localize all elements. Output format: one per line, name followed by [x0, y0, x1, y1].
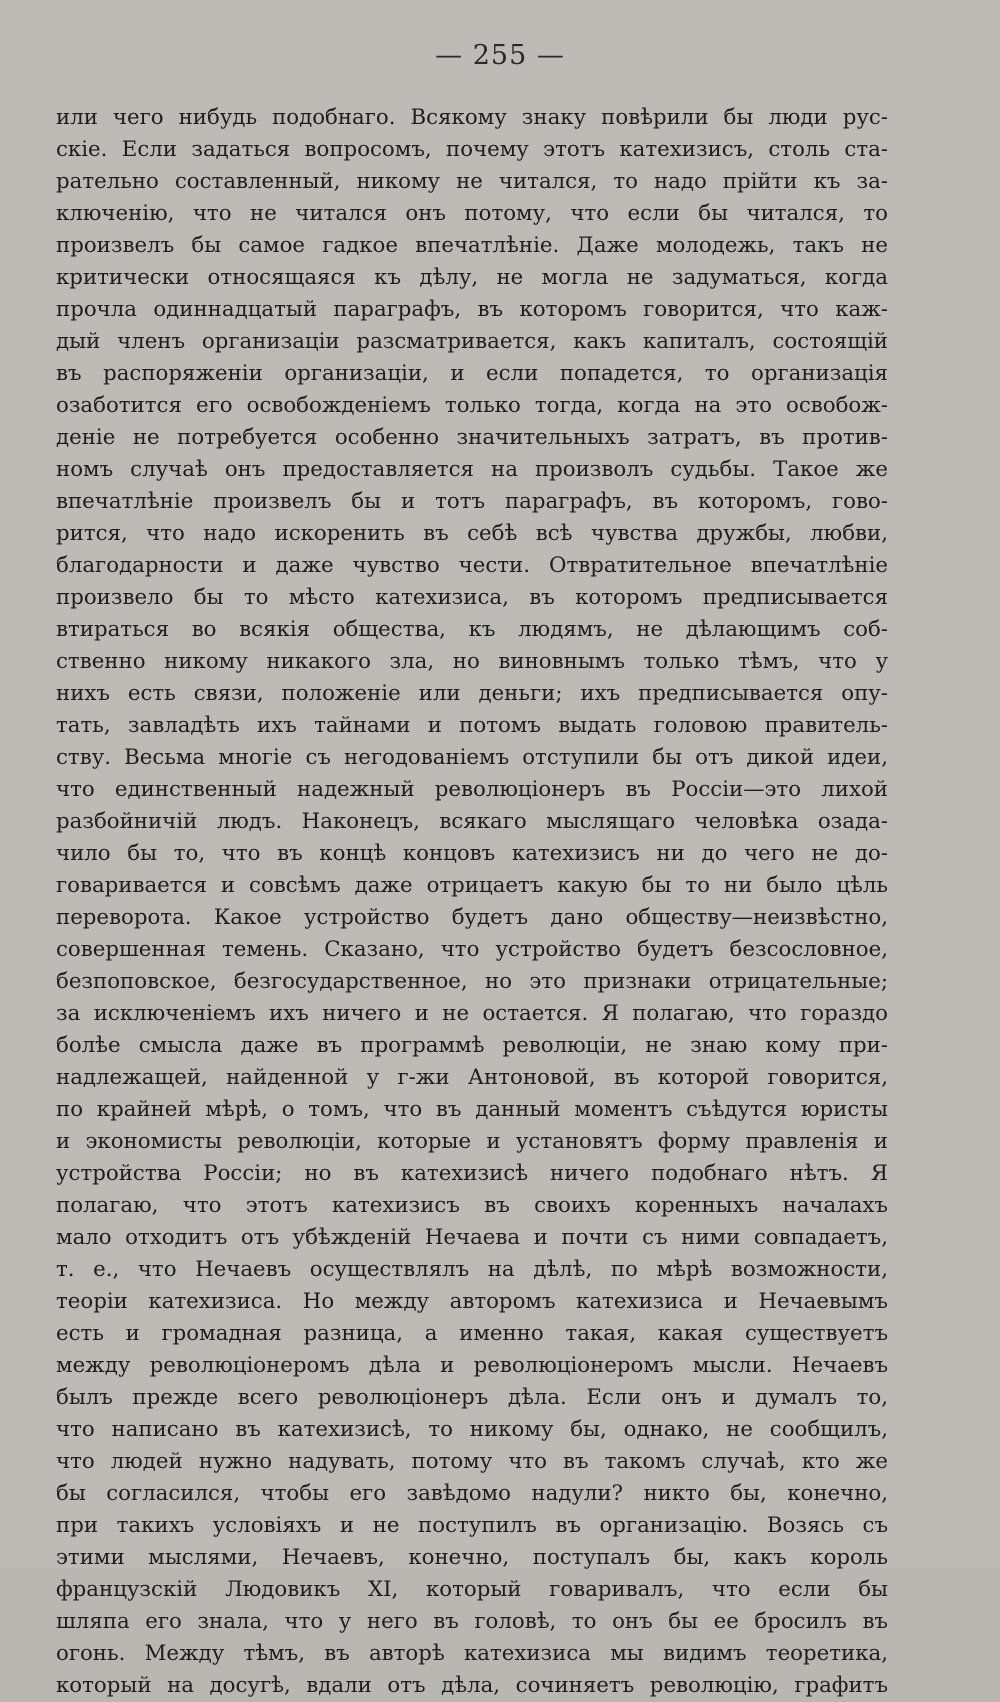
text-line: бы согласился, чтобы его завѣдомо надули? никто бы, конечно,: [56, 1481, 888, 1506]
text-line: произвелъ бы самое гадкое впечатлѣніе. Даже молодежь, такъ не: [56, 233, 888, 258]
text-line: переворота. Какое устройство будетъ дано обществу—неизвѣстно,: [56, 905, 888, 930]
text-line: надлежащей, найденной у г-жи Антоновой, въ которой говорится,: [56, 1065, 888, 1090]
text-line: шляпа его знала, что у него въ головѣ, то онъ бы ее бросилъ въ: [56, 1609, 888, 1634]
text-line: рательно составленный, никому не читался, то надо прійти къ за-: [56, 169, 888, 194]
text-line: говаривается и совсѣмъ даже отрицаетъ какую бы то ни было цѣль: [56, 873, 888, 898]
text-line: мало отходитъ отъ убѣжденій Нечаева и почти съ ними совпадаетъ,: [56, 1225, 888, 1250]
text-line: скіе. Если задаться вопросомъ, почему этотъ катехизисъ, столь ста-: [56, 137, 888, 162]
text-line: дый членъ организаціи разсматривается, какъ капиталъ, состоящій: [56, 329, 888, 354]
text-line: ственно никому никакого зла, но виновнымъ только тѣмъ, что у: [56, 649, 888, 674]
text-line: критически относящаяся къ дѣлу, не могла не задуматься, когда: [56, 265, 888, 290]
text-line: устройства Россіи; но въ катехизисѣ ничего подобнаго нѣтъ. Я: [56, 1161, 888, 1186]
text-line: ству. Весьма многіе съ негодованіемъ отступили бы отъ дикой идеи,: [56, 745, 888, 770]
text-line: безпоповское, безгосударственное, но это признаки отрицательные;: [56, 969, 888, 994]
text-line: произвело бы то мѣсто катехизиса, въ которомъ предписывается: [56, 585, 888, 610]
text-line: по крайней мѣрѣ, о томъ, что въ данный моментъ съѣдутся юристы: [56, 1097, 888, 1122]
body-text: [56, 102, 888, 1702]
text-line: въ распоряженіи организаціи, и если попадется, то организація: [56, 361, 888, 386]
text-line: былъ прежде всего революціонеръ дѣла. Если онъ и думалъ то,: [56, 1385, 888, 1410]
text-line: и экономисты революціи, которые и установятъ форму правленія и: [56, 1129, 888, 1154]
text-line: озаботится его освобожденіемъ только тогда, когда на это освобож-: [56, 393, 888, 418]
page-number: — 255 —: [435, 40, 565, 71]
text-line: теоріи катехизиса. Но между авторомъ катехизиса и Нечаевымъ: [56, 1289, 888, 1314]
text-line: разбойничій людъ. Наконецъ, всякаго мыслящаго человѣка озада-: [56, 809, 888, 834]
text-line: ключенію, что не читался онъ потому, что если бы читался, то: [56, 201, 888, 226]
text-line: чило бы то, что въ концѣ концовъ катехизисъ ни до чего не до-: [56, 841, 888, 866]
text-line: благодарности и даже чувство чести. Отвратительное впечатлѣніе: [56, 553, 888, 578]
text-line: полагаю, что этотъ катехизисъ въ своихъ коренныхъ началахъ: [56, 1193, 888, 1218]
text-line: между революціонеромъ дѣла и революціонеромъ мысли. Нечаевъ: [56, 1353, 888, 1378]
text-line: нихъ есть связи, положеніе или деньги; ихъ предписывается опу-: [56, 681, 888, 706]
text-line: который на досугѣ, вдали отъ дѣла, сочиняетъ революцію, графитъ: [56, 1673, 888, 1698]
text-line: французскій Людовикъ XI, который говаривалъ, что если бы: [56, 1577, 888, 1602]
text-line: деніе не потребуется особенно значительныхъ затратъ, въ против-: [56, 425, 888, 450]
text-line: совершенная темень. Сказано, что устройство будетъ безсословное,: [56, 937, 888, 962]
text-line: что единственный надежный революціонеръ въ Россіи—это лихой: [56, 777, 888, 802]
text-line: т. е., что Нечаевъ осуществлялъ на дѣлѣ, по мѣрѣ возможности,: [56, 1257, 888, 1282]
text-line: этими мыслями, Нечаевъ, конечно, поступалъ бы, какъ король: [56, 1545, 888, 1570]
text-line: тать, завладѣть ихъ тайнами и потомъ выдать головою правитель-: [56, 713, 888, 738]
text-line: болѣе смысла даже въ программѣ революціи, не знаю кому при-: [56, 1033, 888, 1058]
text-line: при такихъ условіяхъ и не поступилъ въ организацію. Возясь съ: [56, 1513, 888, 1538]
text-line: что людей нужно надувать, потому что въ такомъ случаѣ, кто же: [56, 1449, 888, 1474]
text-line: номъ случаѣ онъ предоставляется на произволъ судьбы. Такое же: [56, 457, 888, 482]
text-line: есть и громадная разница, а именно такая, какая существуетъ: [56, 1321, 888, 1346]
text-line: прочла одиннадцатый параграфъ, въ которомъ говорится, что каж-: [56, 297, 888, 322]
text-line: или чего нибудь подобнаго. Всякому знаку повѣрили бы люди рус-: [56, 105, 888, 130]
text-line: впечатлѣніе произвелъ бы и тотъ параграфъ, въ которомъ, гово-: [56, 489, 888, 514]
text-line: за исключеніемъ ихъ ничего и не остается. Я полагаю, что гораздо: [56, 1001, 888, 1026]
text-line: огонь. Между тѣмъ, въ авторѣ катехизиса мы видимъ теоретика,: [56, 1641, 888, 1666]
text-line: что написано въ катехизисѣ, то никому бы, однако, не сообщилъ,: [56, 1417, 888, 1442]
text-line: рится, что надо искоренить въ себѣ всѣ чувства дружбы, любви,: [56, 521, 888, 546]
text-line: втираться во всякія общества, къ людямъ, не дѣлающимъ соб-: [56, 617, 888, 642]
